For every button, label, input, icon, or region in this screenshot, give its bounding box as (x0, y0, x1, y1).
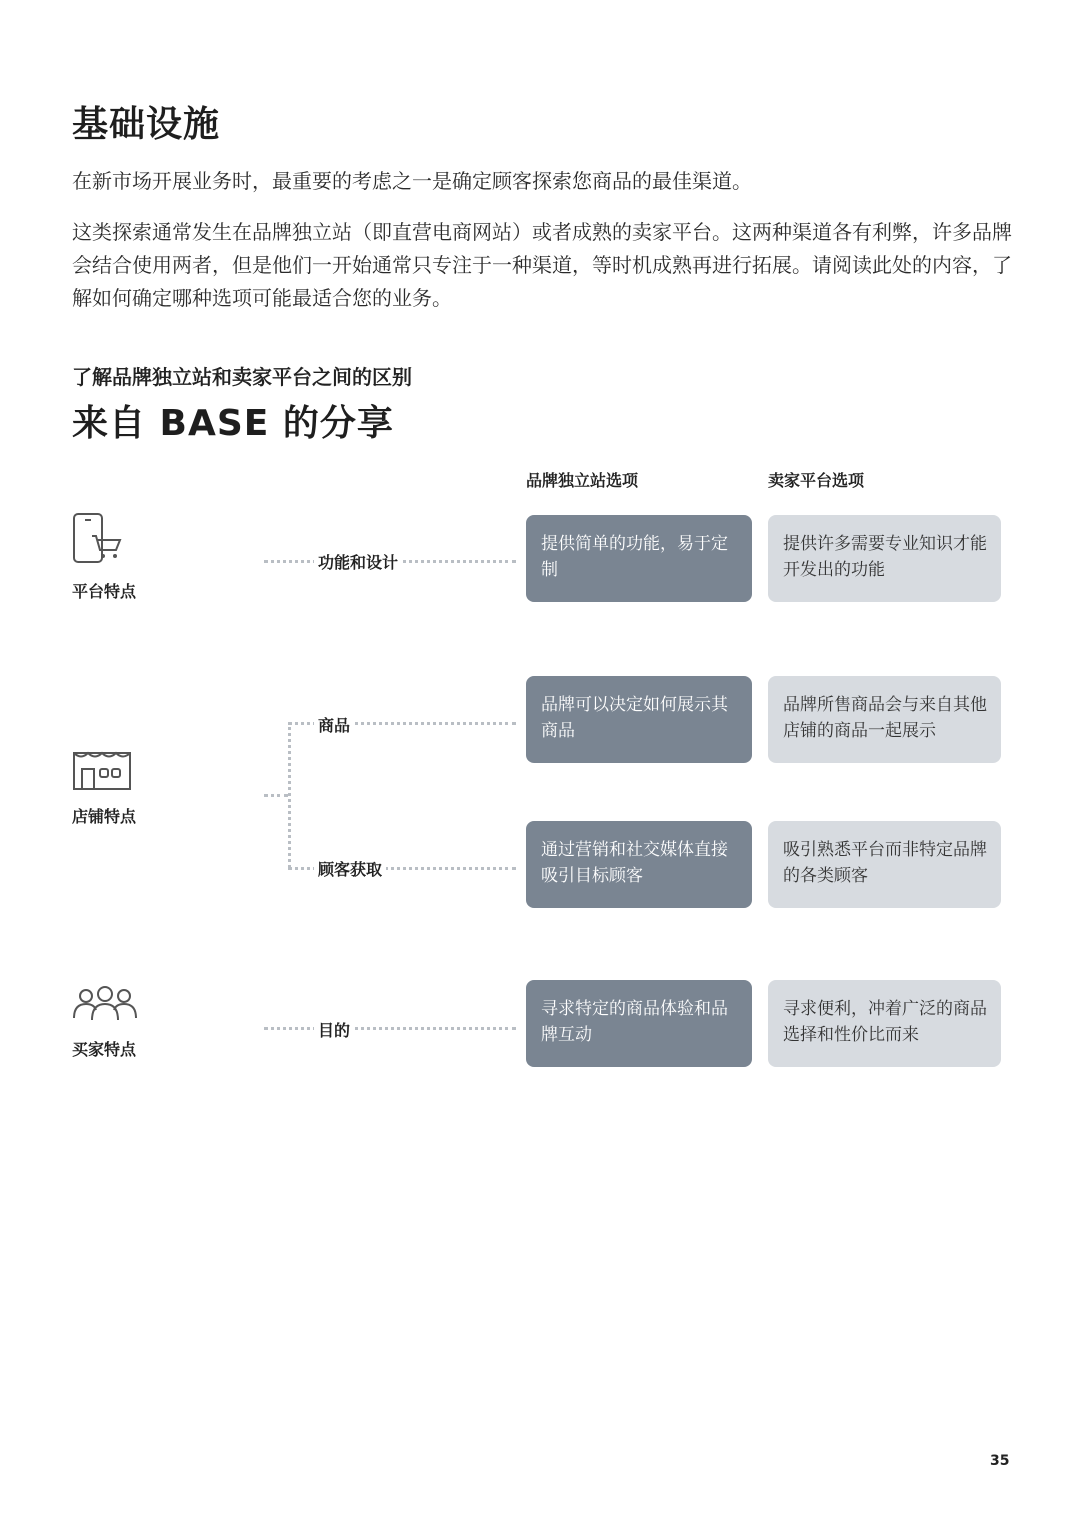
brand-cell-acquisition: 通过营销和社交媒体直接吸引目标顾客 (526, 821, 752, 908)
category-store: 店铺特点 (72, 807, 137, 826)
column-header-brand: 品牌独立站选项 (526, 471, 639, 490)
connector-purpose (264, 1027, 516, 1030)
row-label-purpose: 目的 (314, 1018, 354, 1041)
section-subheading: 了解品牌独立站和卖家平台之间的区别 (72, 365, 412, 389)
phone-cart-icon (72, 512, 124, 566)
connector-store-stem (264, 794, 288, 797)
marketplace-cell-purpose: 寻求便利，冲着广泛的商品选择和性价比而来 (768, 980, 1001, 1067)
row-label-function: 功能和设计 (314, 550, 402, 573)
marketplace-cell-function: 提供许多需要专业知识才能开发出的功能 (768, 515, 1001, 602)
marketplace-cell-acquisition: 吸引熟悉平台而非特定品牌的各类顾客 (768, 821, 1001, 908)
row-label-product: 商品 (314, 713, 354, 736)
brand-cell-function: 提供简单的功能，易于定制 (526, 515, 752, 602)
page-title: 基础设施 (72, 104, 221, 145)
marketplace-cell-product: 品牌所售商品会与来自其他店铺的商品一起展示 (768, 676, 1001, 763)
section-heading: 来自 BASE 的分享 (72, 403, 394, 444)
category-platform: 平台特点 (72, 582, 137, 601)
brand-cell-purpose: 寻求特定的商品体验和品牌互动 (526, 980, 752, 1067)
channels-paragraph: 这类探索通常发生在品牌独立站（即直营电商网站）或者成熟的卖家平台。这两种渠道各有利弊，许多品牌会结合使用两者，但是他们一开始通常只专注于一种渠道，等时机成熟再进行拓展。请阅读此处的内容，了解如何确定哪种选项可能最适合您的业务。 (72, 220, 1012, 310)
storefront-icon (72, 745, 132, 791)
connector-store-branch (288, 722, 291, 868)
column-header-marketplace: 卖家平台选项 (768, 471, 865, 490)
page-number: 35 (990, 1453, 1010, 1469)
intro-paragraph: 在新市场开展业务时，最重要的考虑之一是确定顾客探索您商品的最佳渠道。 (72, 169, 752, 193)
brand-cell-product: 品牌可以决定如何展示其商品 (526, 676, 752, 763)
row-label-acquisition: 顾客获取 (314, 857, 386, 880)
people-icon (72, 986, 138, 1022)
category-buyer: 买家特点 (72, 1040, 137, 1059)
